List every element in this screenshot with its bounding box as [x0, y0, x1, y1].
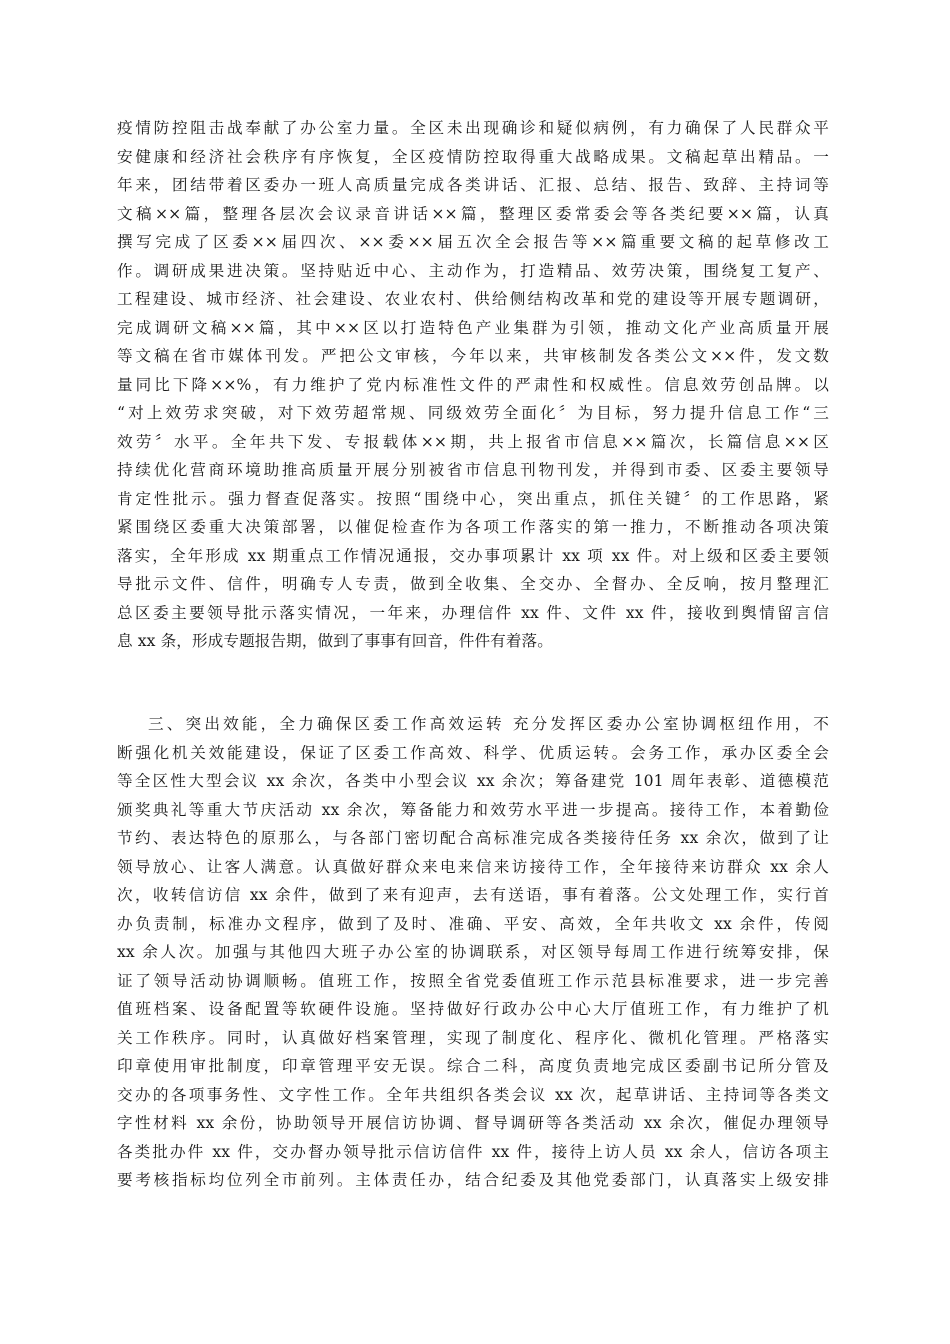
text-line: 效劳〞水平。全年共下发、专报载体××期，共上报省市信息××篇次，长篇信息××区: [117, 432, 829, 451]
text-line: 断强化机关效能建设，保证了区委工作高效、科学、优质运转。会务工作，承办区委全会: [117, 743, 829, 762]
text-line: 导批示文件、信件，明确专人专责，做到全收集、全交办、全督办、全反响，按月整理汇: [117, 575, 829, 593]
text-line: 等全区性大型会议 xx 余次，各类中小型会议 xx 余次；筹备建党 101 周年表彰、道德模范: [117, 772, 829, 790]
text-line: 安健康和经济社会秩序有序恢复，全区疫情防控取得重大战略成果。文稿起草出精品。一: [117, 147, 829, 166]
text-line: xx 余人次。加强与其他四大班子办公室的协调联系，对区领导每周工作进行统筹安排，保: [117, 943, 829, 961]
text-line: 办负责制，标准办文程序，做到了及时、准确、平安、高效，全年共收文 xx 余件，传阅: [117, 914, 829, 933]
text-line: “对上效劳求突破，对下效劳超常规、同级效劳全面化〞为目标，努力提升信息工作“三: [117, 404, 829, 422]
text-line: 领导放心、让客人满意。认真做好群众来电来信来访接待工作，全年接待来访群众 xx 余人: [117, 857, 829, 876]
text-line: 颁奖典礼等重大节庆活动 xx 余次，筹备能力和效劳水平进一步提高。接待工作，本着勤俭: [117, 800, 829, 819]
text-line: 关工作秩序。同时，认真做好档案管理，实现了制度化、程序化、微机化管理。严格落实: [117, 1028, 829, 1047]
text-line: 工程建设、城市经济、社会建设、农业农村、供给侧结构改革和党的建设等开展专题调研，: [117, 290, 829, 308]
text-line: 作。调研成果进决策。坚持贴近中心、主动作为，打造精品、效劳决策，围绕复工复产、: [117, 261, 829, 280]
text-line: 落实，全年形成 xx 期重点工作情况通报，交办事项累计 xx 项 xx 件。对上级和区委主要领: [117, 546, 829, 565]
text-line: 节约、表达特色的原那么，与各部门密切配合高标准完成各类接待任务 xx 余次，做到了让: [117, 829, 829, 847]
text-line: 肯定性批示。强力督查促落实。按照“围绕中心，突出重点，抓住关键〞的工作思路，紧: [117, 489, 829, 508]
text-line: 交办的各项事务性、文字性工作。全年共组织各类会议 xx 次，起草讲话、主持词等各类文: [117, 1085, 829, 1104]
text-line: 要考核指标均位列全市前列。主体责任办，结合纪委及其他党委部门，认真落实上级安排: [117, 1171, 829, 1189]
text-line: 年来，团结带着区委办一班人高质量完成各类讲话、汇报、总结、报告、致辞、主持词等: [117, 176, 829, 194]
text-line: 值班档案、设备配置等软硬件设施。坚持做好行政办公中心大厅值班工作，有力维护了机: [117, 1000, 829, 1018]
text-line: 撰写完成了区委××届四次、××委××届五次全会报告等××篇重要文稿的起草修改工: [117, 233, 829, 251]
text-line-last: 息 xx 条，形成专题报告期，做到了事事有回音，件件有着落。: [117, 632, 553, 650]
text-line: 证了领导活动协调顺畅。值班工作，按照全省党委值班工作示范县标准要求，进一步完善: [117, 971, 829, 990]
text-line: 印章使用审批制度，印章管理平安无误。综合二科，高度负责地完成区委副书记所分管及: [117, 1057, 829, 1075]
text-line: 完成调研文稿××篇，其中××区以打造特色产业集群为引领，推动文化产业高质量开展: [117, 318, 829, 337]
text-line: 文稿××篇，整理各层次会议录音讲话××篇，整理区委常委会等各类纪要××篇，认真: [117, 204, 829, 223]
text-line: 次，收转信访信 xx 余件，做到了来有迎声，去有送语，事有着落。公文处理工作，实行首: [117, 886, 829, 904]
text-line-first: 三、突出效能，全力确保区委工作高效运转 充分发挥区委办公室协调枢纽作用，不: [148, 715, 829, 733]
paragraph-1: [117, 114, 829, 656]
text-line: 等文稿在省市媒体刊发。严把公文审核，今年以来，共审核制发各类公文××件，发文数: [117, 347, 829, 365]
text-line: 各类批办件 xx 件，交办督办领导批示信访信件 xx 件，接待上访人员 xx 余人，信访各项主: [117, 1142, 829, 1161]
text-line: 总区委主要领导批示落实情况，一年来，办理信件 xx 件、文件 xx 件，接收到舆情留言信: [117, 603, 829, 622]
text-line: 持续优化营商环境助推高质量开展分别被省市信息刊物刊发，并得到市委、区委主要领导: [117, 461, 829, 479]
text-line: 字性材料 xx 余份，协助领导开展信访协调、督导调研等各类活动 xx 余次，催促办理领导: [117, 1114, 829, 1132]
text-line: 量同比下降××%，有力维护了党内标准性文件的严肃性和权威性。信息效劳创品牌。以: [117, 375, 829, 394]
paragraph-2: [117, 710, 829, 1195]
text-line: 紧围绕区委重大决策部署，以催促检查作为各项工作落实的第一推力，不断推动各项决策: [117, 518, 829, 536]
text-line: 疫情防控阻击战奉献了办公室力量。全区未出现确诊和疑似病例，有力确保了人民群众平: [117, 119, 829, 137]
